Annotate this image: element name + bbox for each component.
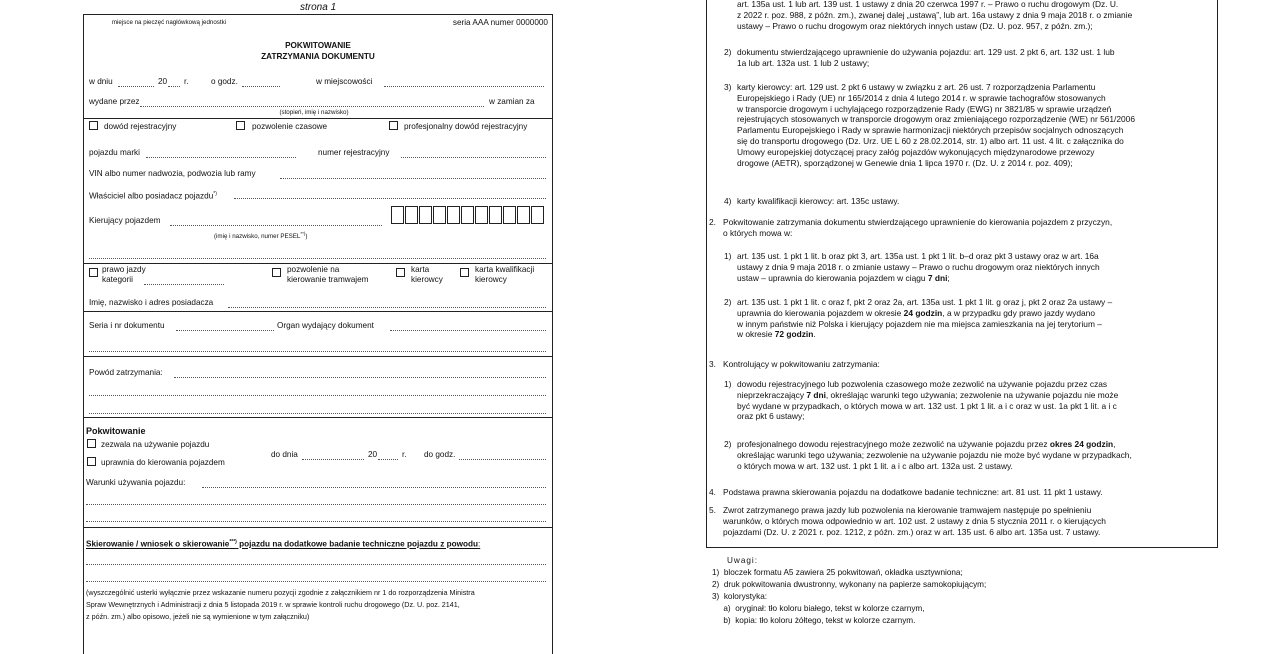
- note-item: a) oryginał: tło koloru białego, tekst w kolorze czarnym,: [712, 604, 925, 613]
- instruction-item: 2) dokumentu stwierdzającego uprawnienie do używania pojazdu: art. 129 ust. 2 pkt 6, art. 132 ust. 1 lub 1a lub art. 132a ust. 1 lub 2 ustawy;: [724, 47, 1115, 68]
- hour-label: o godz.: [211, 77, 238, 86]
- vehicle-make-field[interactable]: [146, 157, 296, 158]
- doc-type-label: pozwolenie czasowe: [252, 122, 328, 131]
- until-hour-label: do godz.: [424, 450, 456, 459]
- until-hour-field[interactable]: [459, 459, 546, 460]
- referral-field[interactable]: [86, 564, 546, 565]
- vin-field[interactable]: [280, 178, 546, 179]
- hour-field[interactable]: [242, 86, 280, 87]
- instruction-section-5: 5. Zwrot zatrzymanego prawa jazdy lub pozwolenia na kierowanie tramwajem następuje po spełnieniu warunków, o których mowa odpowiednio w art. 102 ust. 2 ustawy z dnia 5 stycznia 2011 r. o kierujących pojazdami (Dz. U. z 2021 r. poz. 1212, z późn. zm.) oraz w art. 135 ust. 6 albo art. 135a ust. 7 ustawy.: [709, 505, 1106, 537]
- referral-footnote: z późn. zm.) albo opisowo, jeżeli nie są wymienione w tym załączniku): [86, 612, 310, 621]
- instruction-section-2: 2. Pokwitowanie zatrzymania dokumentu stwierdzającego uprawnienie do kierowania pojazdem z przyczyn, o których mowa w:: [709, 217, 1113, 238]
- divider: [84, 118, 552, 119]
- doc-type-label: dowód rejestracyjny: [104, 122, 177, 131]
- instructions-continued: art. 135a ust. 1 lub art. 139 ust. 1 ustawy z dnia 20 czerwca 1997 r. – Prawo o ruchu drogowym (Dz. U. z 2022 r. poz. 988, z późn. zm.), zwanej dalej „ustawą”, lub art. 16a ustawy z dnia 9 maja 2018 r. o zmianie ustawy – Prawo o ruchu drogowym oraz niektórych innych ustaw (Dz. U. poz. 957, z późn. zm.);: [737, 0, 1133, 31]
- owner-label: Właściciel albo posiadacz pojazdu*): [89, 191, 217, 201]
- vehicle-make-label: pojazdu marki: [89, 148, 140, 157]
- conditions-field[interactable]: [86, 521, 546, 522]
- until-year-suffix: r.: [402, 450, 407, 459]
- receipt-header: Pokwitowanie: [86, 426, 146, 436]
- holder-label: Imię, nazwisko i adres posiadacza: [89, 298, 214, 307]
- document-extra-field[interactable]: [89, 351, 546, 352]
- instruction-item: 2) art. 135 ust. 1 pkt 1 lit. c oraz f, pkt 2 oraz 2a, art. 135a ust. 1 pkt 1 lit. g oraz j, pkt 2 oraz 2a ustawy – uprawnia do kierowania pojazdem w okresie 24 godzin, a w przypadku gdy prawo jazdy wydano w innym państwie niż Polska i kierujący pojazdem nie ma miejsca zamieszkania na jej terytorium – w okresie 72 godzin.: [724, 297, 1113, 340]
- instruction-item: 2) profesjonalnego dowodu rejestracyjnego może zezwolić na używanie pojazdu przez okres 24 godzin, określając warunki tego używania; zezwolenie na używanie pojazdu nie może być wydane w przypadkach, o których mowa w art. 132 ust. 1 pkt 1 lit. a i c albo art. 132a ust. 2 ustawy.: [724, 439, 1132, 471]
- place-label: w miejscowości: [316, 77, 373, 86]
- driver-label: Kierujący pojazdem: [89, 216, 161, 225]
- divider: [84, 311, 552, 312]
- stamp-placeholder: miejsce na pieczęć nagłówkową jednostki: [111, 19, 227, 26]
- permit-label: kategorii: [102, 275, 133, 284]
- permit-label: prawo jazdy: [102, 265, 146, 274]
- vin-label: VIN albo numer nadwozia, podwozia lub ramy: [89, 169, 256, 178]
- divider: [84, 417, 552, 418]
- pesel-boxes[interactable]: [391, 206, 545, 224]
- conditions-field[interactable]: [202, 487, 546, 488]
- series-number-field[interactable]: [176, 330, 274, 331]
- until-year-field[interactable]: [378, 459, 398, 460]
- issuing-body-field[interactable]: [390, 330, 546, 331]
- entitle-drive-label: uprawnia do kierowania pojazdem: [101, 458, 225, 467]
- year-suffix: r.: [184, 77, 189, 86]
- day-field[interactable]: [118, 86, 154, 87]
- permit-label: pozwolenie na: [287, 265, 340, 274]
- checkbox-temp-permit[interactable]: [236, 121, 245, 130]
- reg-number-label: numer rejestracyjny: [318, 148, 390, 157]
- reason-field[interactable]: [174, 377, 546, 378]
- checkbox-entitle-drive[interactable]: [87, 457, 96, 466]
- referral-footnote: (wyszczególnić usterki wyłącznie przez wskazanie numeru pozycji zgodnie z załącznikiem nr 1 do rozporządzenia Ministra: [86, 588, 475, 597]
- until-day-field[interactable]: [302, 459, 364, 460]
- year-prefix: 20: [158, 77, 168, 86]
- instructions-box: [706, 0, 1218, 548]
- category-field[interactable]: [144, 284, 224, 285]
- driver-extra-field[interactable]: [89, 258, 546, 259]
- allow-use-label: zezwala na używanie pojazdu: [101, 440, 210, 449]
- referral-heading: Skierowanie / wniosek o skierowanie***) pojazdu na dodatkowe badanie techniczne pojazdu z powodu:: [86, 539, 481, 549]
- permit-label: karta kwalifikacji: [475, 265, 535, 274]
- exchange-label: w zamian za: [489, 97, 535, 106]
- instruction-item: 1) dowodu rejestracyjnego lub pozwolenia czasowego może zezwolić na używanie pojazdu przez czas nieprzekraczający 7 dni, określając warunki tego używania; zezwolenie na używanie pojazdu nie może być wydane w przypadkach, o których mowa w art. 132 ust. 1 pkt 1 lit. a i c oraz w ust. 1a pkt 1 lit. a i c oraz pkt 6 ustawy;: [724, 379, 1119, 422]
- permit-label: kierowcy: [475, 275, 507, 284]
- driver-field[interactable]: [170, 225, 382, 226]
- note-item: 1) bloczek formatu A5 zawiera 25 pokwitowań, okładka usztywniona;: [712, 568, 963, 577]
- notes-title: Uwagi:: [727, 556, 759, 565]
- checkbox-professional[interactable]: [389, 121, 398, 130]
- note-item: 3) kolorystyka:: [712, 592, 768, 601]
- place-field[interactable]: [384, 86, 544, 87]
- instruction-item: 3) karty kierowcy: art. 129 ust. 2 pkt 6 ustawy w związku z art. 26 ust. 7 rozporządzenia Parlamentu Europejskiego i Rady (UE) nr 165/2014 z dnia 4 lutego 2014 r. w sprawie tachografów stosowanych w transporcie drogowym i uchylającego rozporządzenie Rady (EWG) nr 3821/85 w sprawie urządzeń rejestrujących stosowanych w transporcie drogowym oraz zmieniającego rozporządzenie (WE) nr 561/2006 Parlamentu Europejskiego i Rady w sprawie harmonizacji niektórych przepisów socjalnych odnoszących się do transportu drogowego (Dz. Urz. UE L 60 z 28.02.2014, str. 1) albo art. 11 ust. 4 lit. c załącznika do Umowy europejskiej dotyczącej pracy załóg pojazdów wykonujących międzynarodowe przewozy drogowe (AETR), sporządzonej w Genewie dnia 1 lipca 1970 r. (Dz. U. z 2014 r. poz. 409);: [724, 82, 1135, 168]
- driver-hint: (imię i nazwisko, numer PESEL**)): [214, 231, 308, 241]
- checkbox-qualification-card[interactable]: [460, 268, 469, 277]
- instruction-item: 1) art. 135 ust. 1 pkt 1 lit. b oraz pkt 3, art. 135a ust. 1 pkt 1 lit. b–d oraz pkt 3 ustawy oraz w art. 16a ustawy z dnia 9 maja 2018 r. o zmianie ustawy – Prawo o ruchu drogowym oraz niektórych innych ustaw – uprawnia do kierowania pojazdem w ciągu 7 dni;: [724, 251, 1100, 283]
- holder-field[interactable]: [228, 307, 546, 308]
- until-year-prefix: 20: [368, 450, 378, 459]
- instruction-item: 4) karty kwalifikacji kierowcy: art. 135c ustawy.: [724, 196, 900, 206]
- series-number: seria AAA numer 0000000: [452, 18, 548, 27]
- issuer-hint: (stopień, imię i nazwisko): [279, 109, 349, 116]
- conditions-field[interactable]: [86, 504, 546, 505]
- issued-by-label: wydane przez: [89, 97, 140, 106]
- instruction-section-4: 4. Podstawa prawna skierowania pojazdu na dodatkowe badanie techniczne: art. 81 ust. 11 pkt 1 ustawy.: [709, 487, 1103, 497]
- form-title-2: ZATRZYMANIA DOKUMENTU: [261, 52, 375, 61]
- checkbox-registration[interactable]: [89, 121, 98, 130]
- page-label: strona 1: [300, 2, 337, 13]
- instruction-section-3: 3. Kontrolujący w pokwitowaniu zatrzymania:: [709, 359, 880, 369]
- issuer-field[interactable]: [140, 106, 484, 107]
- reg-number-field[interactable]: [401, 157, 546, 158]
- conditions-label: Warunki używania pojazdu:: [86, 478, 186, 487]
- permit-label: karta: [411, 265, 430, 274]
- divider: [84, 263, 552, 264]
- form-title-1: POKWITOWANIE: [285, 41, 351, 50]
- series-number-label: Seria i nr dokumentu: [89, 321, 165, 330]
- doc-type-label: profesjonalny dowód rejestracyjny: [404, 122, 528, 131]
- divider: [84, 527, 552, 528]
- reason-label: Powód zatrzymania:: [89, 368, 163, 377]
- referral-footnote: Spraw Wewnętrznych i Administracji z dnia 5 listopada 2019 r. w sprawie kontroli ruchu drogowego (Dz. U. poz. 2141,: [86, 600, 460, 609]
- checkbox-driving-licence[interactable]: [89, 268, 98, 277]
- owner-field[interactable]: [234, 198, 546, 199]
- until-label: do dnia: [271, 450, 298, 459]
- permit-label: kierowcy: [411, 275, 443, 284]
- issuing-body-label: Organ wydający dokument: [277, 321, 374, 330]
- checkbox-driver-card[interactable]: [396, 268, 405, 277]
- divider: [84, 356, 552, 357]
- permit-label: kierowanie tramwajem: [287, 275, 369, 284]
- referral-field[interactable]: [86, 581, 546, 582]
- receipt-form: [83, 14, 553, 654]
- checkbox-tram-permit[interactable]: [272, 268, 281, 277]
- year-field[interactable]: [168, 86, 180, 87]
- checkbox-allow-use[interactable]: [87, 439, 96, 448]
- date-label: w dniu: [89, 77, 113, 86]
- note-item: b) kopia: tło koloru żółtego, tekst w kolorze czarnym.: [712, 616, 916, 625]
- reason-field[interactable]: [89, 395, 546, 396]
- reason-field[interactable]: [89, 413, 546, 414]
- note-item: 2) druk pokwitowania dwustronny, wykonany na papierze samokopiującym;: [712, 580, 987, 589]
